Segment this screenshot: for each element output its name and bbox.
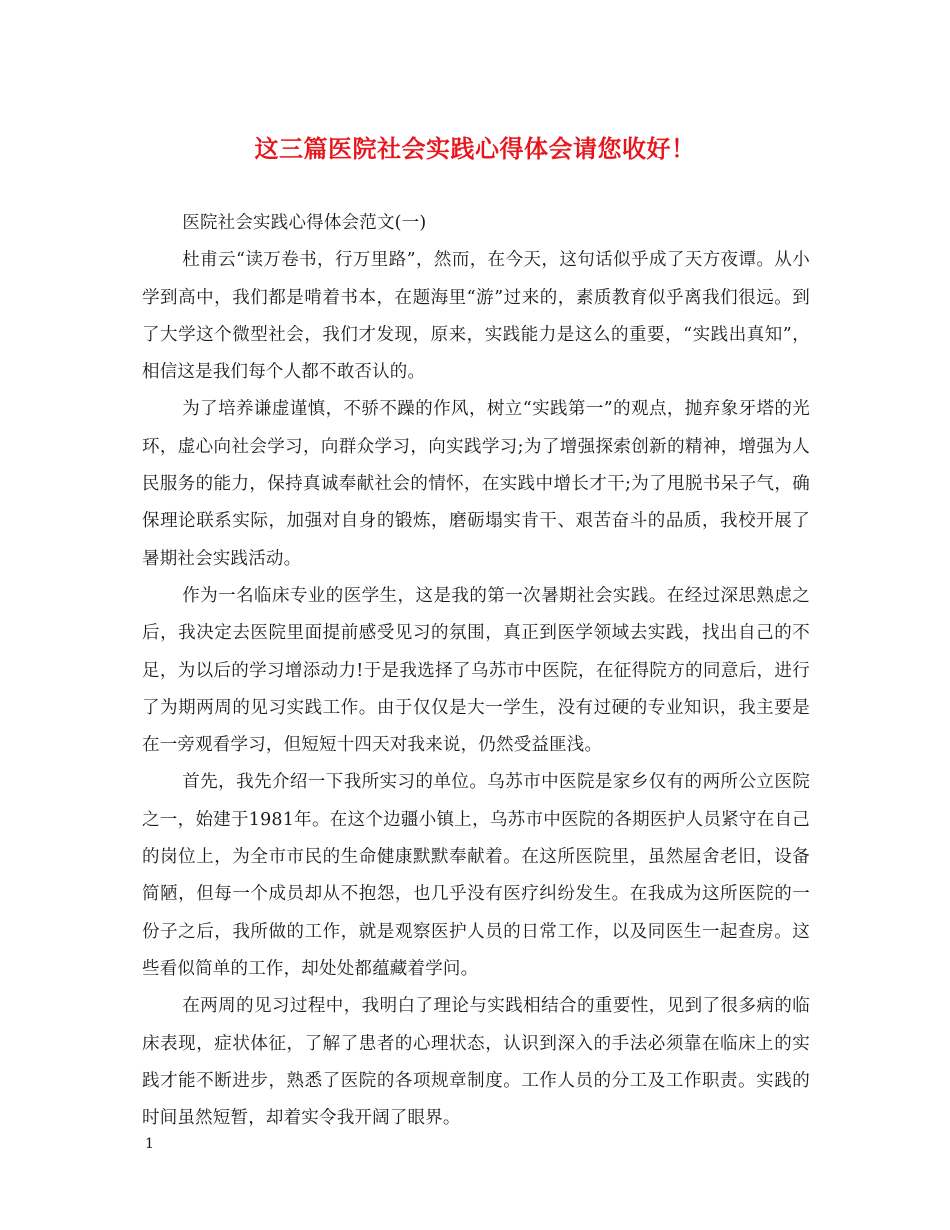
paragraph-5: 在两周的见习过程中，我明白了理论与实践相结合的重要性，见到了很多病的临床表现，症状体征，了解了患者的心理状态，认识到深入的手法必须靠在临床上的实践才能不断进步，熟悉了医院的各项规章制度。工作人员的分工及工作职责。实践的时间虽然短暂，却着实令我开阔了眼界。 xyxy=(142,996,810,1129)
document-title: 这三篇医院社会实践心得体会请您收好！ xyxy=(254,134,696,163)
document-body xyxy=(142,205,810,1137)
paragraph-4: 首先，我先介绍一下我所实习的单位。乌苏市中医院是家乡仅有的两所公立医院之一，始建于1981年。在这个边疆小镇上，乌苏市中医院的各期医护人员紧守在自己的岗位上，为全市市民的生命健康默默奉献着。在这所医院里，虽然屋舍老旧，设备简陋，但每一个成员却从不抱怨，也几乎没有医疗纠纷发生。在我成为这所医院的一份子之后，我所做的工作，就是观察医护人员的日常工作，以及同医生一起查房。这些看似简单的工作，却处处都蕴藏着学问。 xyxy=(142,772,810,979)
section-heading: 医院社会实践心得体会范文(一) xyxy=(182,213,427,233)
paragraph-2: 为了培养谦虚谨慎，不骄不躁的作风，树立“实践第一”的观点，抛弃象牙塔的光环，虚心向社会学习，向群众学习，向实践学习;为了增强探索创新的精神，增强为人民服务的能力，保持真诚奉献社会的情怀，在实践中增长才干;为了甩脱书呆子气，确保理论联系实际，加强对自身的锻炼，磨砺塌实肯干、艰苦奋斗的品质，我校开展了暑期社会实践活动。 xyxy=(142,399,810,569)
page-number: 1 xyxy=(145,1136,154,1152)
paragraph-1: 杜甫云“读万卷书，行万里路”，然而，在今天，这句话似乎成了天方夜谭。从小学到高中，我们都是啃着书本，在题海里“游”过来的，素质教育似乎离我们很远。到了大学这个微型社会，我们才发现，原来，实践能力是这么的重要，“实践出真知”，相信这是我们每个人都不敢否认的。 xyxy=(142,250,810,383)
paragraph-3: 作为一名临床专业的医学生，这是我的第一次暑期社会实践。在经过深思熟虑之后，我决定去医院里面提前感受见习的氛围，真正到医学领域去实践，找出自己的不足，为以后的学习增添动力!于是我选择了乌苏市中医院，在征得院方的同意后，进行了为期两周的见习实践工作。由于仅仅是大一学生，没有过硬的专业知识，我主要是在一旁观看学习，但短短十四天对我来说，仍然受益匪浅。 xyxy=(142,585,810,756)
